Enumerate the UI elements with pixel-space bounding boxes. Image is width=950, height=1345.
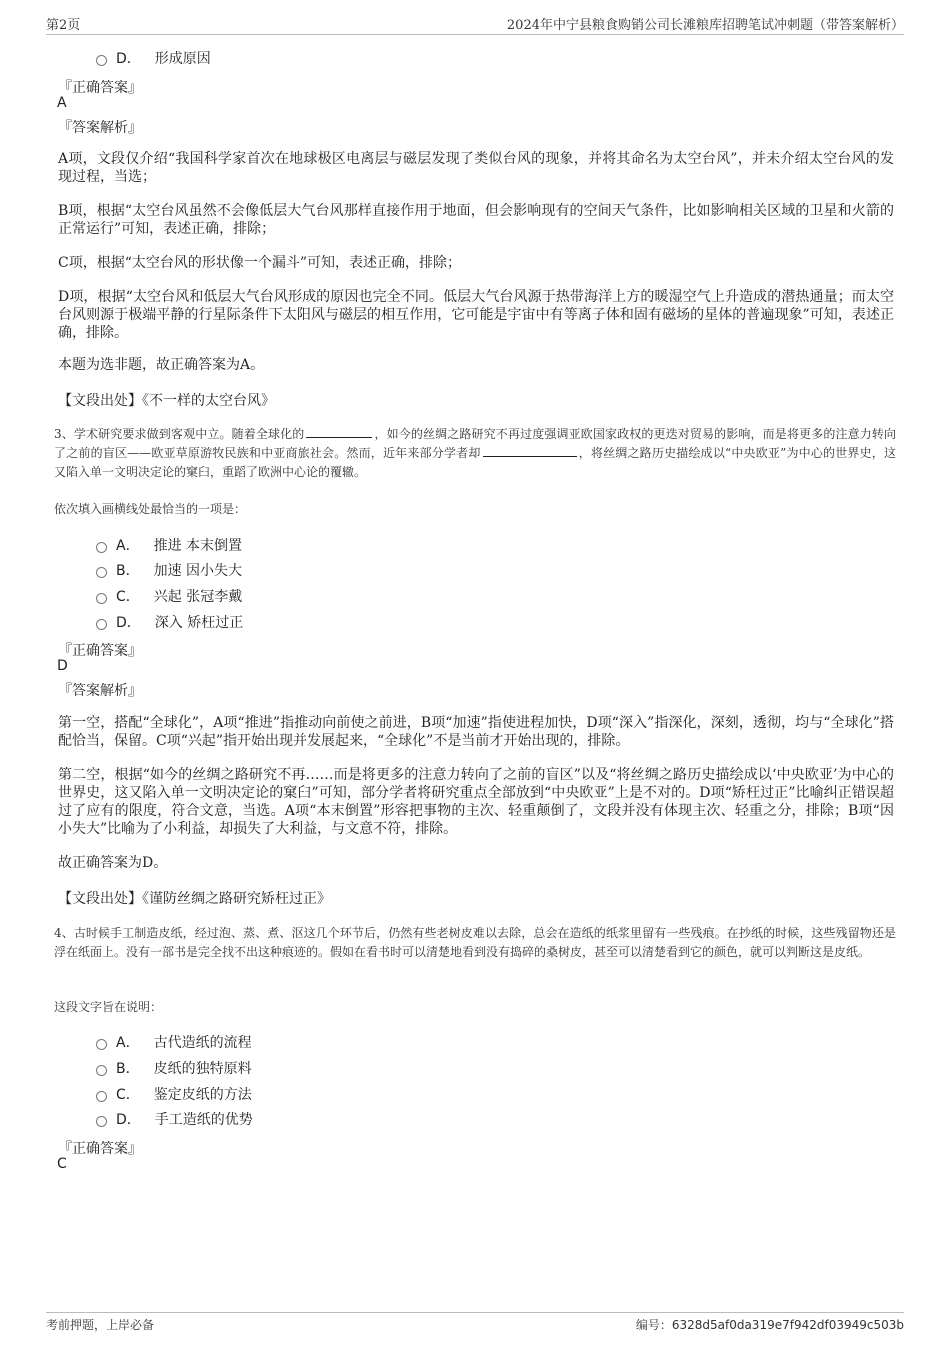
q3-prompt: 依次填入画横线处最恰当的一项是： — [54, 502, 247, 516]
q2-option-d[interactable]: D． 形成原因 — [96, 48, 211, 68]
q4-option-c[interactable]: C． 鉴定皮纸的方法 — [96, 1084, 252, 1104]
radio-icon[interactable] — [96, 619, 107, 630]
q3-option-c[interactable]: C． 兴起 张冠李戴 — [96, 586, 242, 606]
q3-stem: 3、学术研究要求做到客观中立。随着全球化的 ，如今的丝绸之路研究不再过度强调亚欧国家政权的更迭对贸易的影响，而是将更多的注意力转向了之前的盲区——欧亚草原游牧民族和中亚商旅社会。然而，近年来部分学者却 ，将丝绸之路历史描绘成以“中央欧亚”为中心的世界史，这又陷入单一文明决定论的窠臼，重蹈了欧洲中心论的覆辙。 — [54, 427, 896, 479]
radio-icon[interactable] — [96, 1116, 107, 1127]
q2-analysis-label: 『答案解析』 — [58, 120, 142, 136]
q2-analysis-a: A项，文段仅介绍“我国科学家首次在地球极区电离层与磁层发现了类似台风的现象，并将其命名为太空台风”，并未介绍太空台风的发现过程，当选； — [58, 151, 894, 185]
q2-answer-label: 『正确答案』 — [58, 80, 142, 96]
q3-option-d[interactable]: D． 深入 矫枉过正 — [96, 612, 243, 632]
q2-analysis-c: C项，根据“太空台风的形状像一个漏斗”可知，表述正确，排除； — [58, 255, 462, 271]
q4-answer-label: 『正确答案』 — [58, 1141, 142, 1157]
q4-option-b[interactable]: B． 皮纸的独特原料 — [96, 1058, 252, 1078]
q3-conclusion: 故正确答案为D。 — [58, 855, 168, 871]
q3-option-b[interactable]: B． 加速 因小失大 — [96, 560, 242, 580]
radio-icon[interactable] — [96, 593, 107, 604]
q3-option-a[interactable]: A． 推进 本末倒置 — [96, 535, 242, 555]
radio-icon[interactable] — [96, 1091, 107, 1102]
radio-icon[interactable] — [96, 542, 107, 553]
radio-icon[interactable] — [96, 567, 107, 578]
document-title: 2024年中宁县粮食购销公司长滩粮库招聘笔试冲刺题（带答案解析） — [506, 18, 904, 33]
q3-source: 【文段出处】《谨防丝绸之路研究矫枉过正》 — [58, 891, 331, 907]
page-footer — [46, 1312, 904, 1333]
page-number: 第2页 — [46, 18, 81, 33]
q4-stem: 4、古时候手工制造皮纸，经过泡、蒸、煮、沤这几个环节后，仍然有些老树皮难以去除，总会在造纸的纸浆里留有一些残痕。在抄纸的时候，这些残留物还是浮在纸面上。没有一部书是完全找不出这种痕迹的。假如在看书时可以清楚地看到没有捣碎的桑树皮，甚至可以清楚看到它的颜色，就可以判断这是皮纸。 — [54, 926, 896, 959]
q4-prompt: 这段文字旨在说明： — [54, 1000, 163, 1014]
q2-answer: A — [57, 95, 67, 111]
q4-option-d[interactable]: D． 手工造纸的优势 — [96, 1109, 253, 1129]
radio-icon[interactable] — [96, 1039, 107, 1050]
footer-serial: 编号：6328d5af0da319e7f942df03949c503b — [635, 1318, 904, 1332]
q2-analysis-d: D项，根据“太空台风和低层大气台风形成的原因也完全不同。低层大气台风源于热带海洋上方的暖湿空气上升造成的潜热通量；而太空台风则源于极端平静的行星际条件下太阳风与磁层的相互作用，它可能是宇宙中有等离子体和固有磁场的星体的普遍现象”可知，表述正确，排除。 — [58, 289, 894, 341]
radio-icon[interactable] — [96, 55, 107, 66]
q3-analysis-label: 『答案解析』 — [58, 683, 142, 699]
q3-answer-label: 『正确答案』 — [58, 643, 142, 659]
q3-analysis-second-blank: 第二空，根据“如今的丝绸之路研究不再……而是将更多的注意力转向了之前的盲区”以及“将丝绸之路历史描绘成以‘中央欧亚’为中心的世界史，这又陷入单一文明决定论的窠臼”可知，部分学者将研究重点全部放到“中央欧亚”上是不对的。D项“矫枉过正”比喻纠正错误超过了应有的限度，符合文意，当选。A项“本末倒置”形容把事物的主次、轻重颠倒了，文段并没有体现主次、轻重之分，排除；B项“因小失大”比喻为了小利益，却损失了大利益，与文意不符，排除。 — [58, 767, 894, 837]
q4-answer: C — [57, 1156, 67, 1172]
q3-answer: D — [57, 658, 68, 674]
footer-slogan: 考前押题，上岸必备 — [46, 1318, 155, 1332]
q2-analysis-b: B项，根据“太空台风虽然不会像低层大气台风那样直接作用于地面，但会影响现有的空间天气条件，比如影响相关区域的卫星和火箭的正常运行”可知，表述正确，排除； — [58, 203, 894, 237]
radio-icon[interactable] — [96, 1065, 107, 1076]
q3-analysis-first-blank: 第一空，搭配“全球化”，A项“推进”指推动向前使之前进，B项“加速”指使进程加快，D项“深入”指深化，深刻，透彻，均与“全球化”搭配恰当，保留。C项“兴起”指开始出现并发展起来，“全球化”不是当前才开始出现的，排除。 — [58, 715, 894, 749]
blank-line-2 — [483, 444, 577, 457]
q2-source: 【文段出处】《不一样的太空台风》 — [58, 393, 275, 409]
q2-conclusion: 本题为选非题，故正确答案为A。 — [58, 357, 265, 373]
q4-option-a[interactable]: A． 古代造纸的流程 — [96, 1032, 252, 1052]
blank-line-1 — [306, 425, 372, 438]
